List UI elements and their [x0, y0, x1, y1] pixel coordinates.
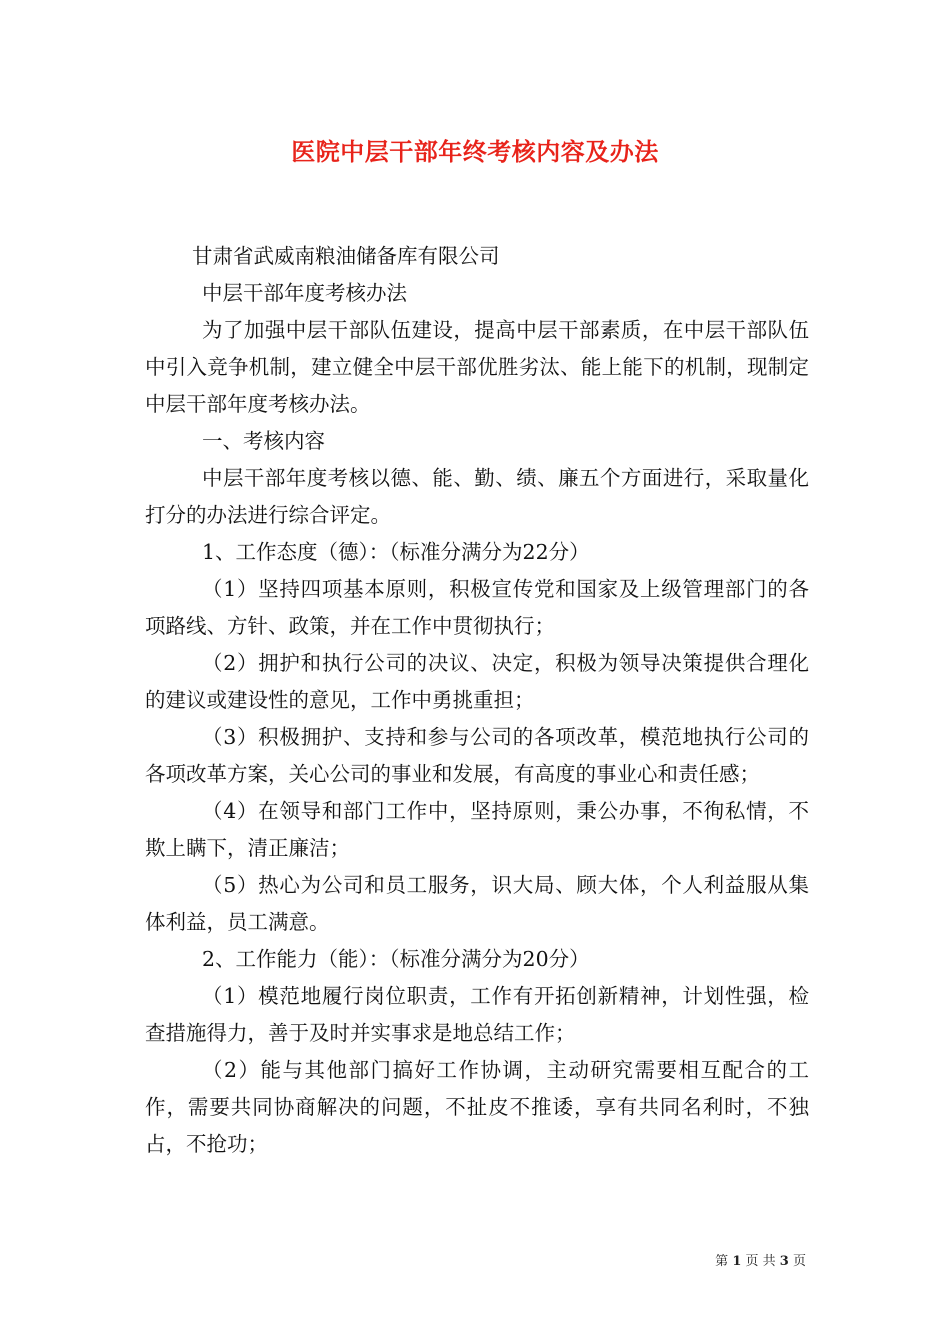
page-title: 医院中层干部年终考核内容及办法 — [291, 137, 659, 166]
current-page-number: 1 — [732, 1254, 742, 1269]
section-heading: 一、考核内容 — [202, 429, 325, 453]
footer-middle: 页 共 — [745, 1254, 776, 1269]
page-number-footer — [0, 1250, 806, 1269]
total-pages-number: 3 — [779, 1254, 789, 1269]
document-body — [145, 238, 809, 1163]
paragraph: 中层干部年度考核办法 — [202, 281, 407, 305]
subsection-heading: 1、工作态度（德）：（标准分满分为22分） — [202, 540, 590, 564]
list-item: （1）坚持四项基本原则，积极宣传党和国家及上级管理部门的各项路线、方针、政策，并在工作中贯彻执行； — [145, 577, 809, 638]
list-item: （3）积极拥护、支持和参与公司的各项改革，模范地执行公司的各项改革方案，关心公司的事业和发展，有高度的事业心和责任感； — [145, 725, 809, 786]
paragraph: 中层干部年度考核以德、能、勤、绩、廉五个方面进行，采取量化打分的办法进行综合评定。 — [145, 466, 809, 527]
list-item: （4）在领导和部门工作中，坚持原则，秉公办事，不徇私情，不欺上瞒下，清正廉洁； — [145, 799, 809, 860]
list-item: （2）能与其他部门搞好工作协调，主动研究需要相互配合的工作，需要共同协商解决的问题，不扯皮不推诿，享有共同名利时，不独占，不抢功； — [145, 1058, 809, 1156]
list-item: （2）拥护和执行公司的决议、决定，积极为领导决策提供合理化的建议或建设性的意见，工作中勇挑重担； — [145, 651, 809, 712]
subsection-heading: 2、工作能力（能）：（标准分满分为20分） — [202, 947, 590, 971]
paragraph: 甘肃省武威南粮油储备库有限公司 — [192, 244, 500, 268]
footer-suffix: 页 — [792, 1254, 806, 1269]
paragraph: 为了加强中层干部队伍建设，提高中层干部素质，在中层干部队伍中引入竞争机制，建立健全中层干部优胜劣汰、能上能下的机制，现制定中层干部年度考核办法。 — [145, 318, 809, 416]
footer-prefix: 第 — [715, 1254, 729, 1269]
list-item: （1）模范地履行岗位职责，工作有开拓创新精神，计划性强，检查措施得力，善于及时并实事求是地总结工作； — [145, 984, 809, 1045]
list-item: （5）热心为公司和员工服务，识大局、顾大体，个人利益服从集体利益，员工满意。 — [145, 873, 809, 934]
